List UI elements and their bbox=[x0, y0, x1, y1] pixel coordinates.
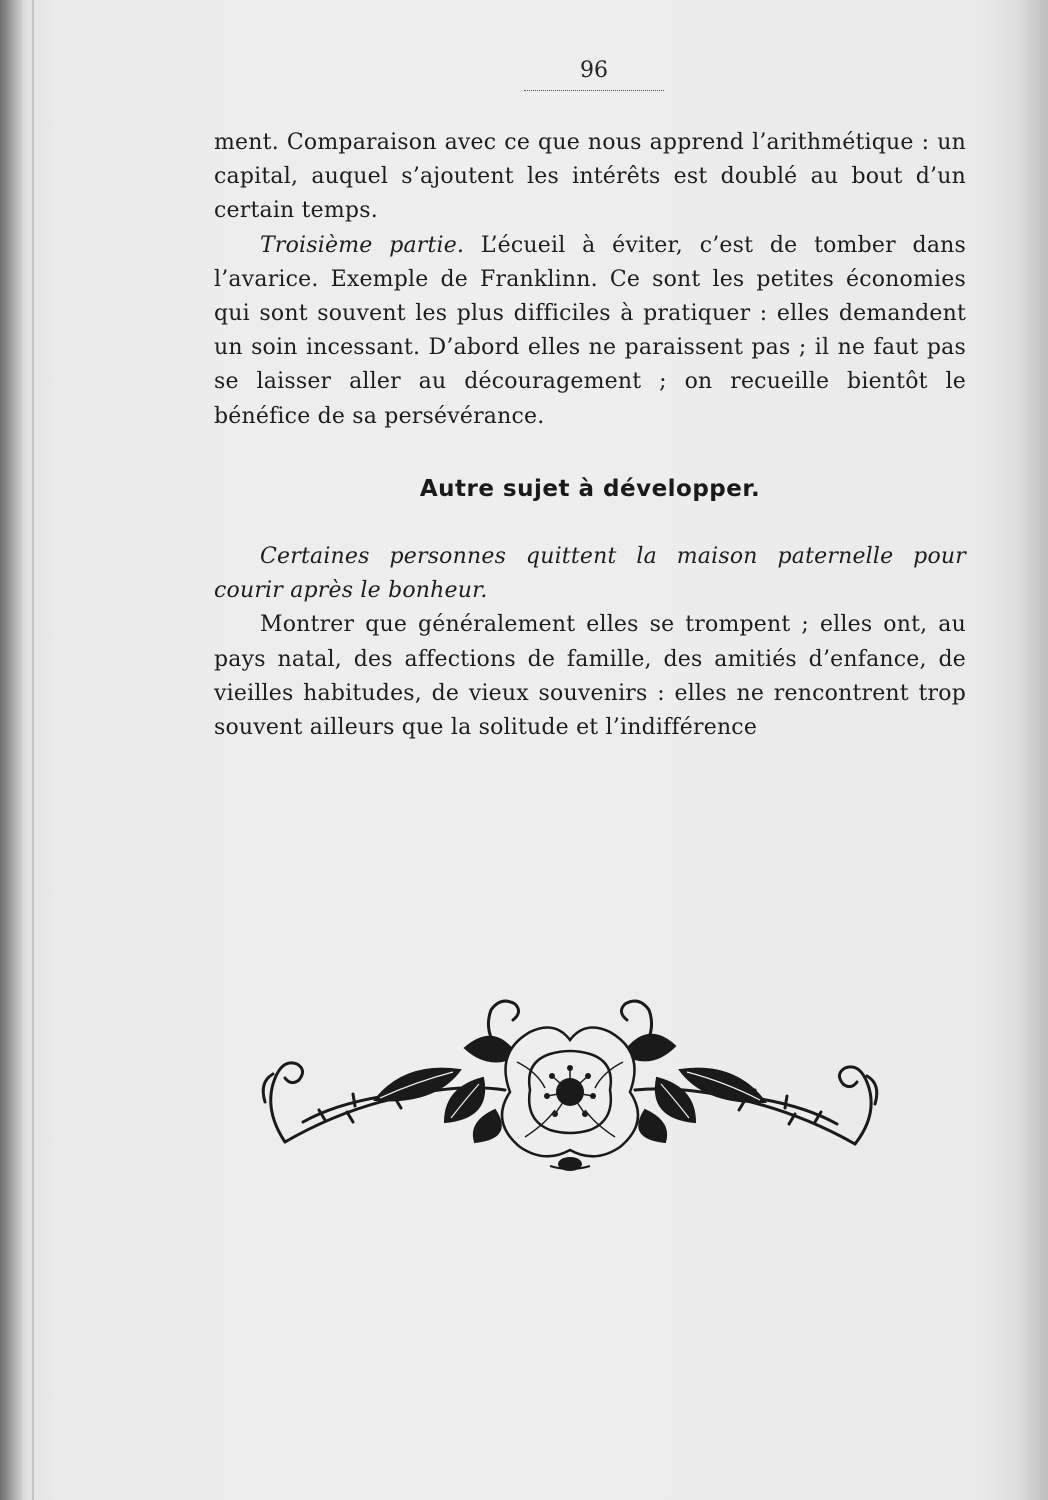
subject-instructions: Montrer que généralement elles se trompent ; elles ont, au pays natal, des affections de famille, des amitiés d’enfance, de vieilles habitudes, de vieux souvenirs : elles ne rencontrent trop souvent ailleurs que la solitude et l’indifférence bbox=[214, 612, 966, 741]
body-text-subject bbox=[214, 540, 966, 745]
page-number: 96 bbox=[580, 58, 608, 83]
page-number-rule bbox=[524, 90, 664, 91]
book-binding-edge bbox=[0, 0, 22, 1500]
gutter-line bbox=[32, 0, 34, 1500]
paragraph-arithmetic: ment. Comparaison avec ce que nous apprend l’arithmétique : un capital, auquel s’ajoutent les intérêts est doublé au bout d’un certain temps. bbox=[214, 130, 966, 224]
paragraph-troisieme-partie bbox=[214, 229, 966, 434]
subject-prompt: Certaines personnes quittent la maison paternelle pour courir après le bonheur. bbox=[214, 544, 966, 604]
section-lead-italic: Troisième partie. bbox=[260, 232, 465, 258]
rose-vignette-icon bbox=[255, 992, 885, 1182]
section-body: L’écueil à éviter, c’est de tomber dans l’avarice. Exemple de Franklinn. Ce sont les petites économies qui sont souvent les plus difficiles à pratiquer : elles demandent un soin incessant. D’abord elles ne paraissent pas ; il ne faut pas se laisser aller au découragement ; on recueille bientôt le bénéfice de sa persévérance. bbox=[214, 232, 967, 429]
body-text-top bbox=[214, 126, 966, 434]
section-heading: Autre sujet à développer. bbox=[419, 476, 761, 502]
